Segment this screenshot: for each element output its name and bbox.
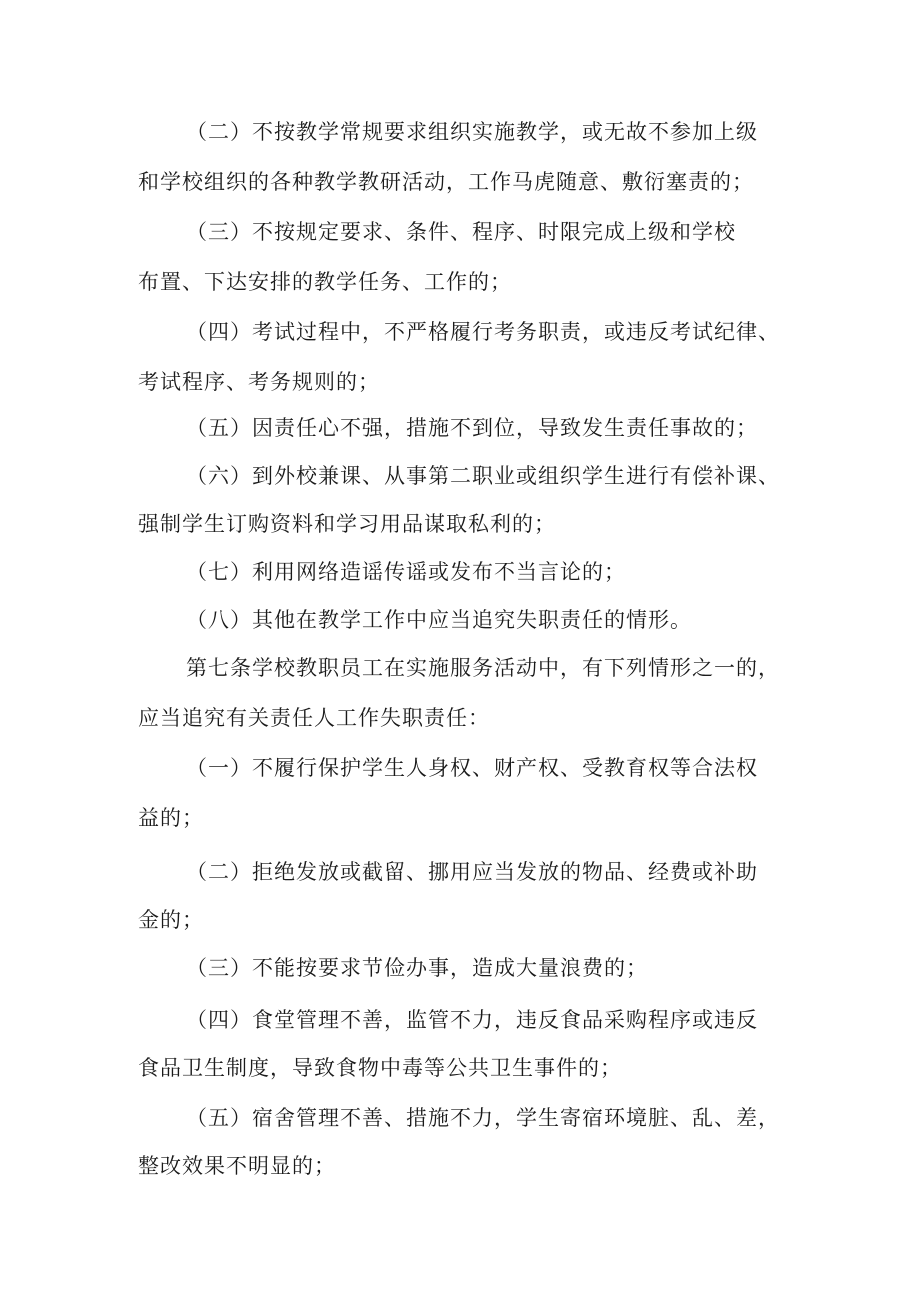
paragraph-line: 第七条学校教职员工在实施服务活动中，有下列情形之一的，: [186, 656, 780, 680]
paragraph-line: （六）到外校兼课、从事第二职业或组织学生进行有偿补课、: [186, 464, 780, 488]
paragraph-line: 整改效果不明显的；: [138, 1154, 336, 1178]
paragraph-line: （七）利用网络造谣传谣或发布不当言论的；: [186, 560, 626, 584]
paragraph-line: 强制学生订购资料和学习用品谋取私利的；: [138, 512, 556, 536]
paragraph-line: （三）不按规定要求、条件、程序、时限完成上级和学校: [186, 220, 736, 244]
paragraph-line: 益的；: [138, 806, 204, 830]
paragraph-line: （五）宿舍管理不善、措施不力，学生寄宿环境脏、乱、差，: [186, 1106, 780, 1130]
paragraph-line: 食品卫生制度，导致食物中毒等公共卫生事件的；: [138, 1056, 622, 1080]
paragraph-line: 应当追究有关责任人工作失职责任：: [138, 706, 490, 730]
paragraph-line: （二）拒绝发放或截留、挪用应当发放的物品、经费或补助: [186, 860, 758, 884]
paragraph-line: 金的；: [138, 908, 204, 932]
paragraph-line: 布置、下达安排的教学任务、工作的；: [138, 270, 512, 294]
paragraph-line: 和学校组织的各种教学教研活动，工作马虎随意、敷衍塞责的；: [138, 170, 754, 194]
paragraph-line: （八）其他在教学工作中应当追究失职责任的情形。: [186, 608, 692, 632]
paragraph-line: （一）不履行保护学生人身权、财产权、受教育权等合法权: [186, 756, 758, 780]
paragraph-line: （五）因责任心不强，措施不到位，导致发生责任事故的；: [186, 416, 758, 440]
paragraph-line: （四）考试过程中，不严格履行考务职责，或违反考试纪律、: [186, 320, 780, 344]
paragraph-line: （二）不按教学常规要求组织实施教学，或无故不参加上级: [186, 120, 758, 144]
paragraph-line: 考试程序、考务规则的；: [138, 370, 380, 394]
paragraph-line: （四）食堂管理不善，监管不力，违反食品采购程序或违反: [186, 1008, 758, 1032]
paragraph-line: （三）不能按要求节俭办事，造成大量浪费的；: [186, 956, 648, 980]
